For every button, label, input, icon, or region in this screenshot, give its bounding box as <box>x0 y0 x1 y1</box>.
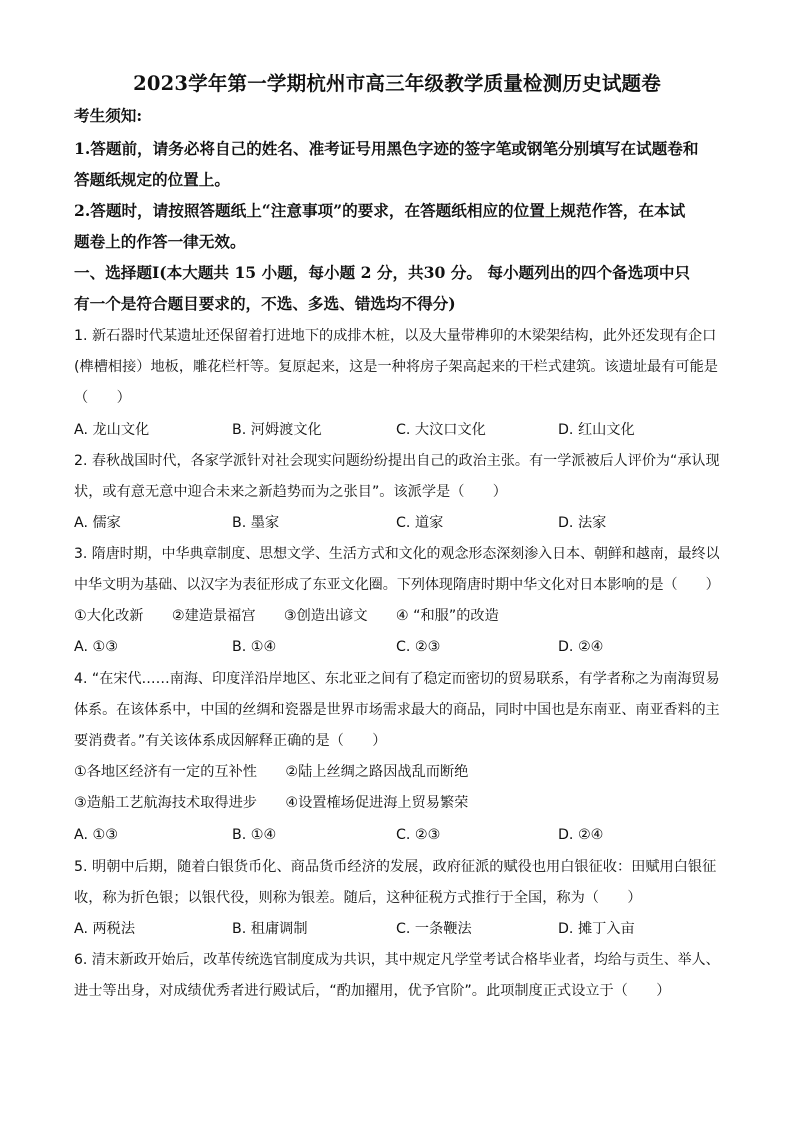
question-3-option-a: A. ①③ <box>74 639 118 655</box>
question-5-option-b: B. 租庸调制 <box>232 921 308 937</box>
question-1-option-d: D. 红山文化 <box>558 422 635 438</box>
question-4-option-b: B. ①④ <box>232 827 277 843</box>
question-3-text: 3. 隋唐时期，中华典章制度、思想文学、生活方式和文化的观念形态深刻渗入日本、朝鲜和越南，最终以 <box>74 546 720 562</box>
notice-line: 答题纸规定的位置上。 <box>74 170 230 189</box>
question-2-option-b: B. 墨家 <box>232 515 280 531</box>
question-6-text: 进士等出身，对成绩优秀者进行殿试后，“酌加擢用，优予官阶”。此项制度正式设立于（ ） <box>74 983 671 999</box>
question-4-option-c: C. ②③ <box>396 827 441 843</box>
section-heading: 一、选择题Ⅰ(本大题共 15 小题，每小题 2 分，共30 分。 每小题列出的四个备选项中只 <box>74 263 691 282</box>
question-1-option-c: C. 大汶口文化 <box>396 422 486 438</box>
page-title: 2023学年第一学期杭州市高三年级教学质量检测历史试题卷 <box>133 72 661 95</box>
question-5-text: 收，称为折色银；以银代役，则称为银差。随后，这种征税方式推行于全国，称为（ ） <box>74 890 642 906</box>
notice-heading: 考生须知: <box>74 106 143 125</box>
question-1-option-b: B. 河姆渡文化 <box>232 422 322 438</box>
question-2-text: 状，或有意无意中迎合未来之新趋势而为之张目”。该派学是（ ） <box>74 484 507 500</box>
question-1-blank: （ ） <box>74 390 131 406</box>
question-1-text: (榫槽相接）地板，雕花栏杆等。复原起来，这是一种将房子架高起来的干栏式建筑。该遗址最有可能是 <box>74 359 718 375</box>
question-1-option-a: A. 龙山文化 <box>74 422 150 438</box>
notice-line: 题卷上的作答一律无效。 <box>74 232 246 251</box>
question-2-text: 2. 春秋战国时代，各家学派针对社会现实问题纷纷提出自己的政治主张。有一学派被后人评价为“承认现 <box>74 453 720 469</box>
question-1-text: 1. 新石器时代某遗址还保留着打进地下的成排木桩，以及大量带榫卯的木梁架结构，此外还发现有企口 <box>74 328 717 344</box>
question-3-text: 中华文明为基础、以汉字为表征形成了东亚文化圈。下列体现隋唐时期中华文化对日本影响的是（ ） <box>74 577 720 593</box>
question-3-option-d: D. ②④ <box>558 639 604 655</box>
section-heading: 有一个是符合题目要求的，不选、多选、错选均不得分) <box>74 294 456 313</box>
question-4-items: ①各地区经济有一定的互补性 ②陆上丝绸之路因战乱而断绝 <box>74 764 469 780</box>
question-2-option-c: C. 道家 <box>396 515 444 531</box>
question-4-option-a: A. ①③ <box>74 827 118 843</box>
question-4-text: 要消费者。”有关该体系成因解释正确的是（ ） <box>74 733 387 749</box>
question-2-option-a: A. 儒家 <box>74 515 121 531</box>
notice-line: 1.答题前，请务必将自己的姓名、准考证号用黑色字迹的签字笔或钢笔分别填写在试题卷和 <box>74 139 699 158</box>
question-3-items: ①大化改新 ②建造景福宫 ③创造出谚文 ④ “和服”的改造 <box>74 608 499 624</box>
question-5-text: 5. 明朝中后期，随着白银货币化、商品货币经济的发展，政府征派的赋役也用白银征收：田赋用白银征 <box>74 859 717 875</box>
question-3-option-c: C. ②③ <box>396 639 441 655</box>
question-3-option-b: B. ①④ <box>232 639 277 655</box>
question-5-option-d: D. 摊丁入亩 <box>558 921 635 937</box>
question-5-option-a: A. 两税法 <box>74 921 136 937</box>
question-4-text: 4. “在宋代……南海、印度洋沿岸地区、东北亚之间有了稳定而密切的贸易联系，有学者称之为南海贸易 <box>74 671 720 687</box>
question-4-text: 体系。在该体系中，中国的丝绸和瓷器是世界市场需求最大的商品，同时中国也是东南亚、南亚香料的主 <box>74 702 720 718</box>
question-4-option-d: D. ②④ <box>558 827 604 843</box>
notice-line: 2.答题时，请按照答题纸上“注意事项”的要求，在答题纸相应的位置上规范作答，在本试 <box>74 201 686 220</box>
question-2-option-d: D. 法家 <box>558 515 607 531</box>
question-5-option-c: C. 一条鞭法 <box>396 921 472 937</box>
question-4-items: ③造船工艺航海技术取得进步 ④设置榷场促进海上贸易繁荣 <box>74 795 469 811</box>
question-6-text: 6. 清末新政开始后，改革传统选官制度成为共识，其中规定凡学堂考试合格毕业者，均给与贡生、举人、 <box>74 952 720 968</box>
